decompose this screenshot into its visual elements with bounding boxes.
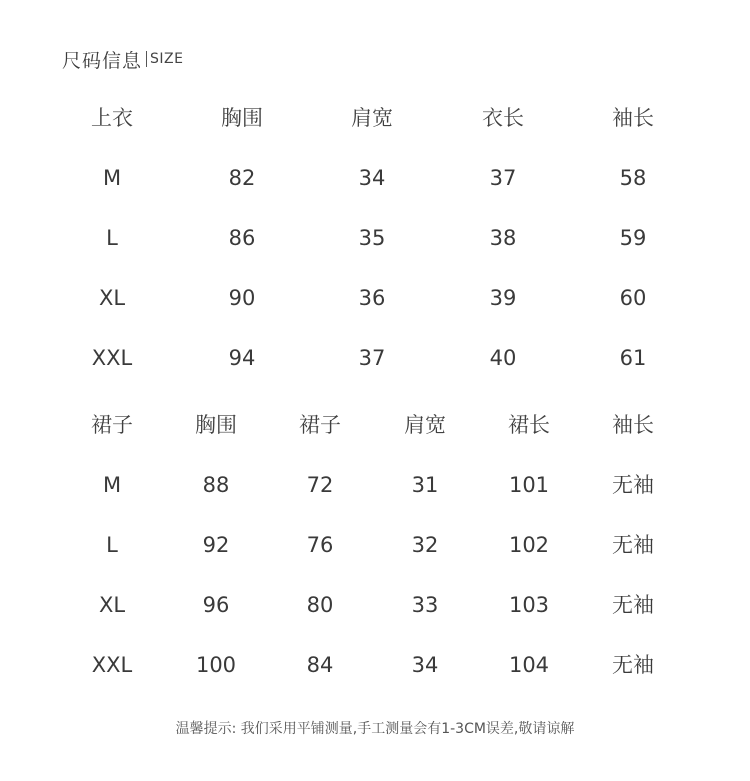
table-cell: 94: [228, 346, 256, 370]
header-cell: 肩宽: [404, 413, 446, 437]
title-divider: [146, 51, 147, 67]
table-cell: M: [102, 473, 122, 497]
table-cell: 58: [619, 166, 647, 190]
header-cell: 衣长: [482, 106, 524, 130]
skirt-size-table: [45, 395, 700, 695]
table-row: [45, 208, 700, 268]
table-cell: 102: [508, 533, 550, 557]
table-cell: 60: [619, 286, 647, 310]
table-cell: XXL: [91, 346, 133, 370]
table-cell: 82: [228, 166, 256, 190]
table-row: [45, 515, 700, 575]
table-cell: 37: [489, 166, 517, 190]
title-sub: SIZE: [150, 51, 184, 67]
table-cell: 无袖: [612, 533, 654, 557]
header-cell: 裙长: [508, 413, 550, 437]
table-cell: 80: [306, 593, 334, 617]
table-cell: 40: [489, 346, 517, 370]
title-main: 尺码信息: [62, 49, 143, 72]
table-cell: M: [102, 166, 122, 190]
header-cell: 裙子: [91, 413, 133, 437]
table-cell: 无袖: [612, 473, 654, 497]
table-cell: 34: [411, 653, 439, 677]
table-cell: 61: [619, 346, 647, 370]
table-cell: 31: [411, 473, 439, 497]
measurement-note: 温馨提示: 我们采用平铺测量,手工测量会有1-3CM误差,敬请谅解: [175, 721, 575, 737]
size-info-title: [62, 44, 183, 74]
table-cell: 33: [411, 593, 439, 617]
table-header-row: [45, 395, 700, 455]
table-cell: 88: [202, 473, 230, 497]
table-cell: 35: [358, 226, 386, 250]
table-row: [45, 455, 700, 515]
table-cell: 86: [228, 226, 256, 250]
top-size-table: [45, 88, 700, 388]
header-cell: 裙子: [299, 413, 341, 437]
table-cell: 104: [508, 653, 550, 677]
table-cell: 59: [619, 226, 647, 250]
table-cell: XL: [98, 286, 126, 310]
table-row: [45, 575, 700, 635]
table-cell: 103: [508, 593, 550, 617]
header-cell: 胸围: [221, 106, 263, 130]
table-cell: 101: [508, 473, 550, 497]
table-row: [45, 635, 700, 695]
table-cell: 32: [411, 533, 439, 557]
header-cell: 胸围: [195, 413, 237, 437]
table-cell: 38: [489, 226, 517, 250]
table-row: [45, 268, 700, 328]
table-cell: 84: [306, 653, 334, 677]
table-cell: L: [106, 533, 118, 557]
table-cell: 100: [195, 653, 237, 677]
table-cell: 96: [202, 593, 230, 617]
header-cell: 袖长: [612, 106, 654, 130]
table-cell: 无袖: [612, 593, 654, 617]
table-cell: 36: [358, 286, 386, 310]
header-cell: 上衣: [91, 106, 133, 130]
table-cell: XXL: [91, 653, 133, 677]
table-cell: 76: [306, 533, 334, 557]
table-cell: 90: [228, 286, 256, 310]
table-cell: 72: [306, 473, 334, 497]
table-cell: XL: [98, 593, 126, 617]
table-cell: 39: [489, 286, 517, 310]
table-cell: 34: [358, 166, 386, 190]
header-cell: 袖长: [612, 413, 654, 437]
table-cell: L: [106, 226, 118, 250]
table-cell: 无袖: [612, 653, 654, 677]
table-header-row: [45, 88, 700, 148]
table-cell: 37: [358, 346, 386, 370]
header-cell: 肩宽: [351, 106, 393, 130]
table-row: [45, 148, 700, 208]
table-cell: 92: [202, 533, 230, 557]
table-row: [45, 328, 700, 388]
